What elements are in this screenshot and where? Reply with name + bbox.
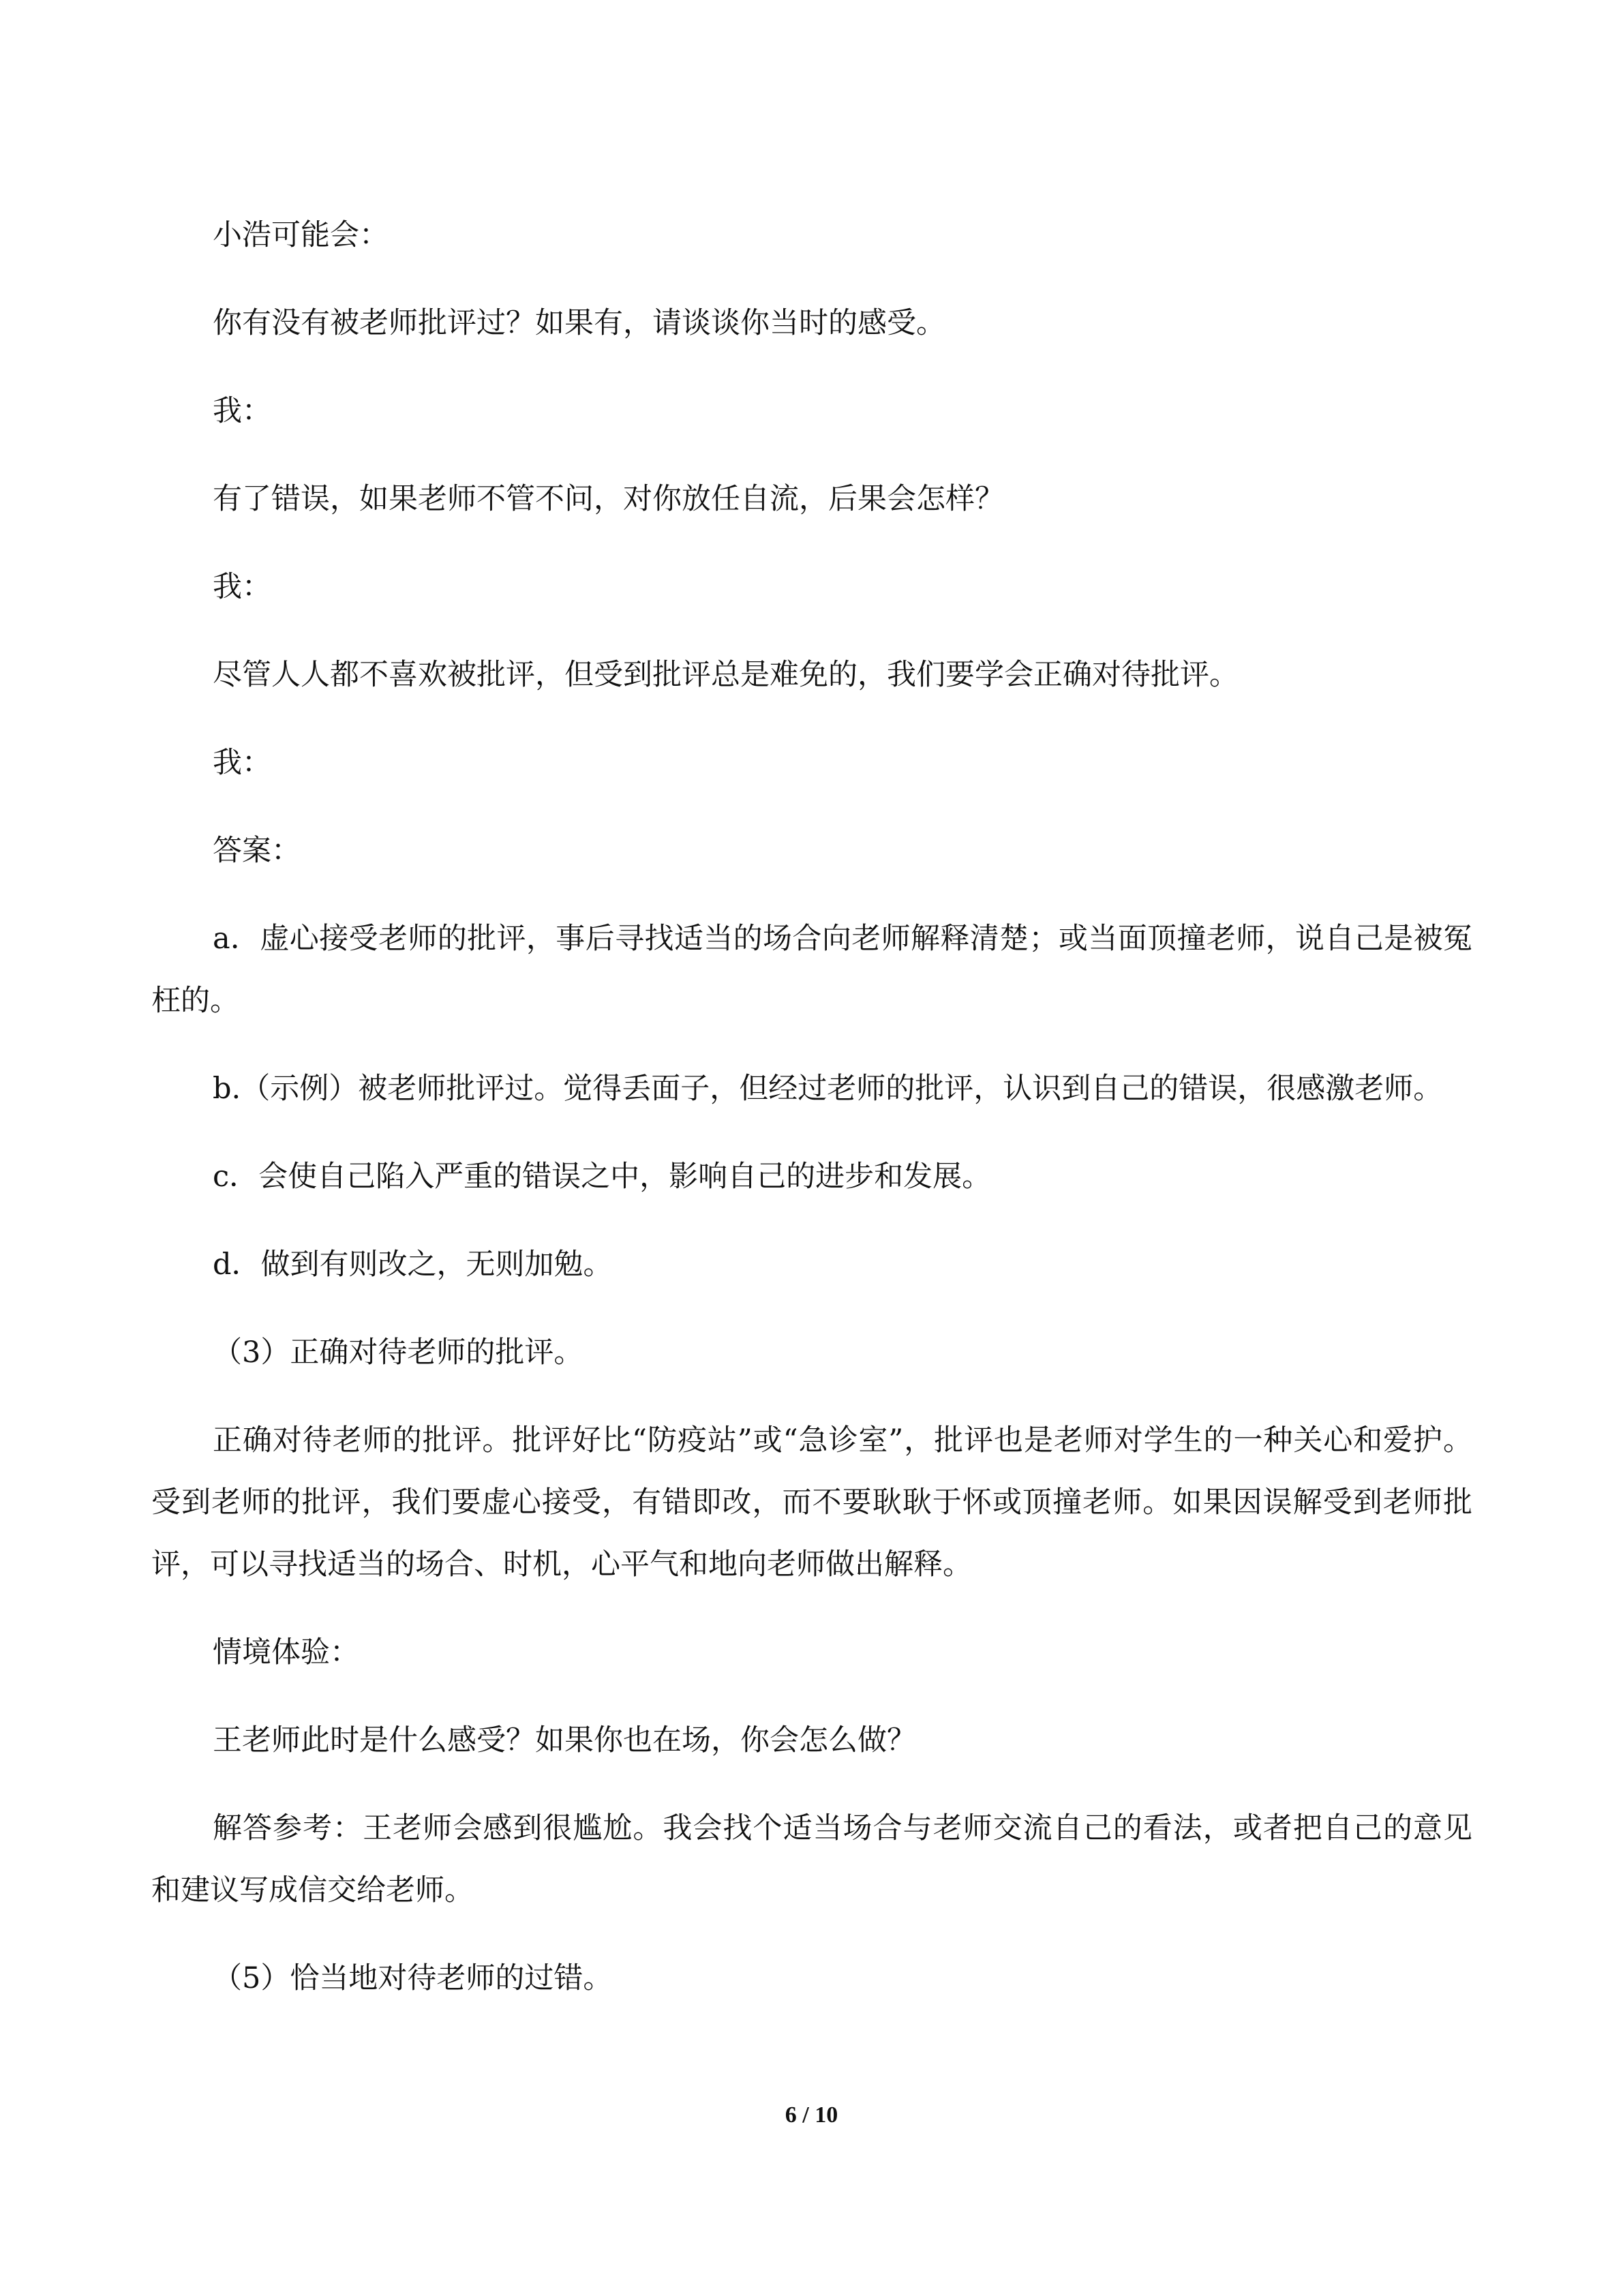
paragraph-me-2: 我： <box>213 570 271 604</box>
paragraph-answer-c: c．会使自己陷入严重的错误之中，影响自己的进步和发展。 <box>213 1160 992 1194</box>
paragraph-answer-a: a．虚心接受老师的批评，事后寻找适当的场合向老师解释清楚；或当面顶撞老师，说自己是被冤枉的。 <box>151 922 1472 1018</box>
paragraph-me-3: 我： <box>213 746 271 780</box>
paragraph-answer-d: d．做到有则改之，无则加勉。 <box>213 1248 613 1282</box>
paragraph-question-2: 有了错误，如果老师不管不问，对你放任自流，后果会怎样？ <box>213 482 1004 516</box>
document-body <box>151 205 1472 2036</box>
page-number: 6 / 10 <box>785 2102 838 2128</box>
paragraph-section-3: （3）正确对待老师的批评。 <box>213 1335 583 1370</box>
paragraph-scenario-heading: 情境体验： <box>213 1635 359 1670</box>
paragraph-question-1: 你有没有被老师批评过？如果有，请谈谈你当时的感受。 <box>213 306 945 340</box>
paragraph-scenario-question: 王老师此时是什么感受？如果你也在场，你会怎么做？ <box>213 1723 916 1757</box>
paragraph-scenario-answer: 解答参考：王老师会感到很尴尬。我会找个适当场合与老师交流自己的看法，或者把自己的意见和建议写成信交给老师。 <box>151 1811 1472 1907</box>
paragraph-section-5: （5）恰当地对待老师的过错。 <box>213 1961 613 1995</box>
paragraph-me-1: 我： <box>213 394 271 428</box>
paragraph-intro: 小浩可能会： <box>213 218 389 252</box>
paragraph-answer-b: b.（示例）被老师批评过。觉得丢面子，但经过老师的批评，认识到自己的错误，很感激老师。 <box>213 1072 1443 1106</box>
paragraph-answer-heading: 答案： <box>213 834 301 868</box>
paragraph-question-3: 尽管人人都不喜欢被批评，但受到批评总是难免的，我们要学会正确对待批评。 <box>213 658 1239 692</box>
paragraph-section-3-body: 正确对待老师的批评。批评好比“防疫站”或“急诊室”，批评也是老师对学生的一种关心和爱护。受到老师的批评，我们要虚心接受，有错即改，而不要耿耿于怀或顶撞老师。如果因误解受到老师批评，可以寻找适当的场合、时机，心平气和地向老师做出解释。 <box>151 1423 1472 1582</box>
